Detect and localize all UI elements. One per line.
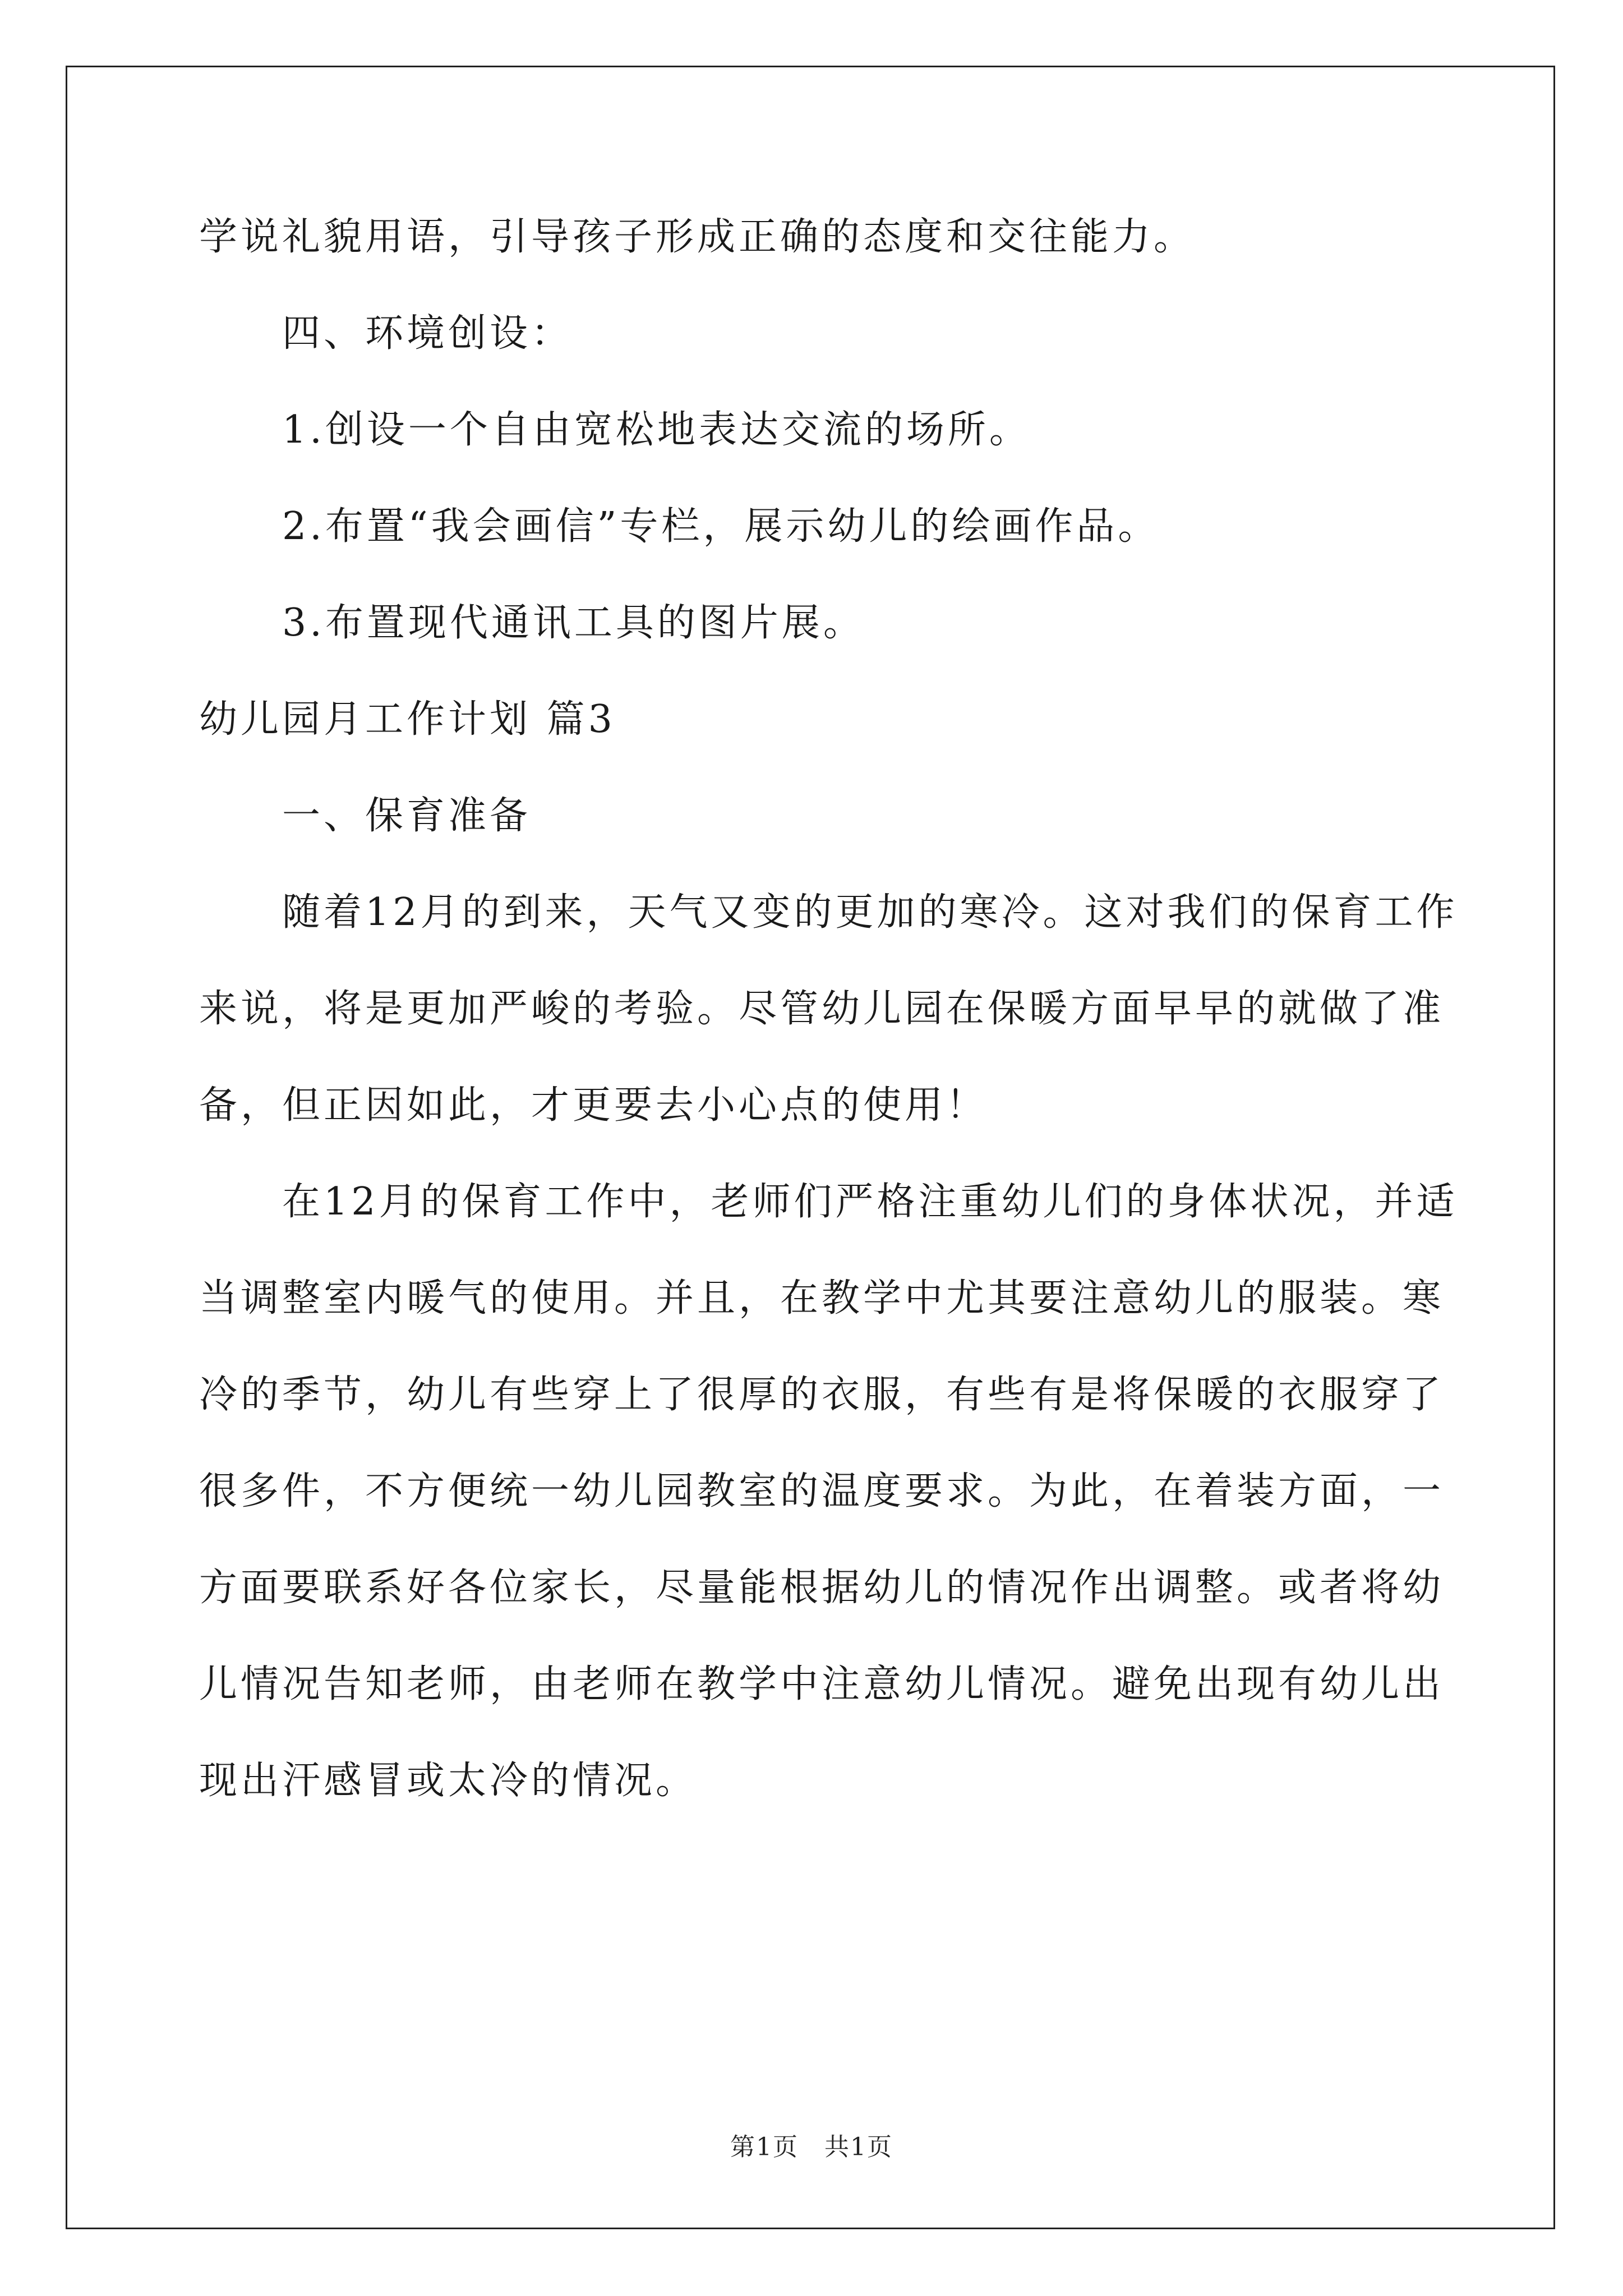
section-heading: 一、保育准备 [282,794,532,838]
text-line: 很多件，不方便统一幼儿园教室的温度要求。为此，在着装方面，一 [199,1469,1445,1513]
text-line: 随着12月的到来，天气又变的更加的寒冷。这对我们的保育工作 [282,890,1458,935]
text-line: 在12月的保育工作中，老师们严格注重幼儿们的身体状况，并适 [282,1180,1458,1224]
section-heading: 四、环境创设： [282,311,573,356]
list-item: 1.创设一个自由宽松地表达交流的场所。 [282,408,1031,452]
article-title: 幼儿园月工作计划 篇3 [199,697,616,742]
text-line: 当调整室内暖气的使用。并且，在教学中尤其要注意幼儿的服装。寒 [199,1276,1445,1320]
list-item: 3.布置现代通讯工具的图片展。 [282,601,865,645]
text-line: 学说礼貌用语，引导孩子形成正确的态度和交往能力。 [199,215,1196,259]
text-line: 冷的季节，幼儿有些穿上了很厚的衣服，有些有是将保暖的衣服穿了 [199,1373,1445,1417]
text-line: 现出汗感冒或太冷的情况。 [199,1759,698,1803]
page-number: 第1页 共1页 [730,2133,893,2161]
text-line: 备，但正因如此，才更要去小心点的使用！ [199,1083,988,1128]
text-line: 来说，将是更加严峻的考验。尽管幼儿园在保暖方面早早的就做了准 [199,987,1445,1031]
text-line: 方面要联系好各位家长，尽量能根据幼儿的情况作出调整。或者将幼 [199,1566,1445,1610]
document-body [199,213,1458,1853]
list-item: 2.布置“我会画信”专栏，展示幼儿的绘画作品。 [282,504,1160,549]
text-line: 儿情况告知老师，由老师在教学中注意幼儿情况。避免出现有幼儿出 [199,1662,1445,1706]
